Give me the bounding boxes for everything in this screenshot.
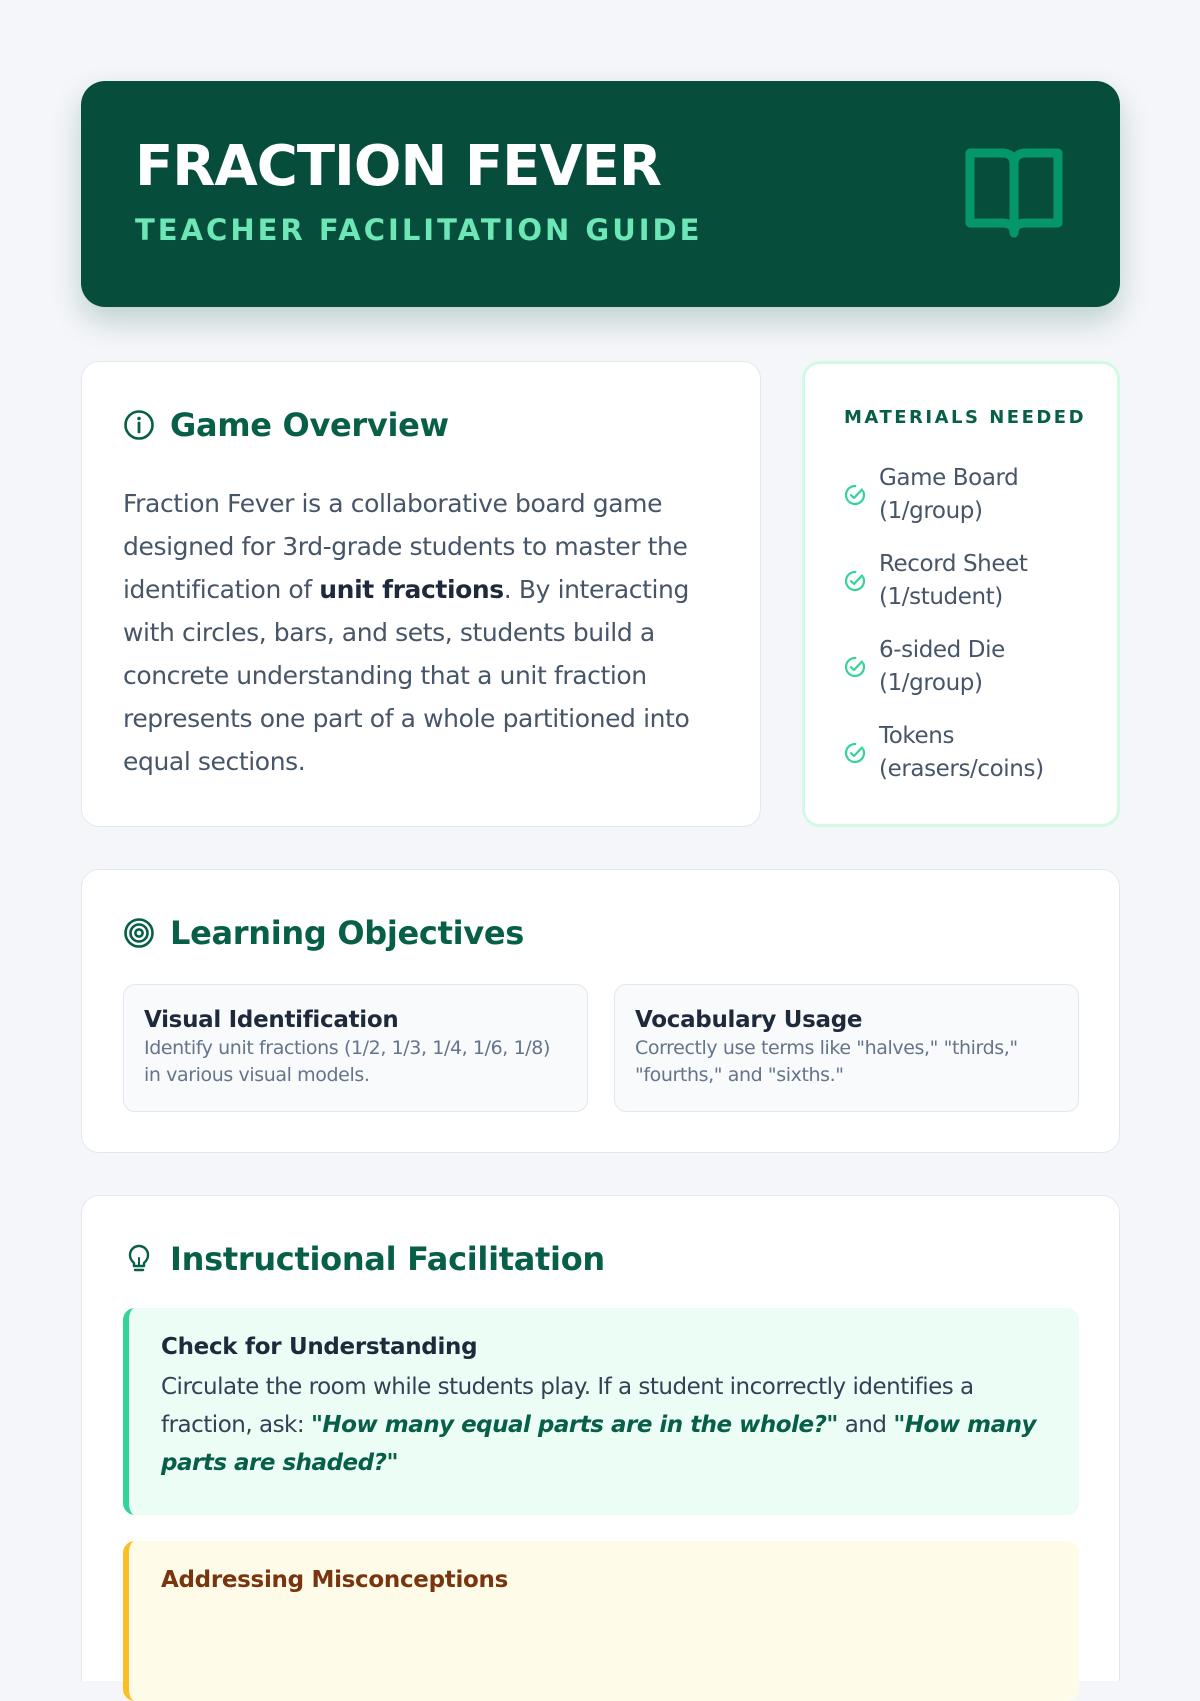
material-label: Record Sheet (1/student)	[879, 551, 1028, 610]
material-label: 6-sided Die (1/group)	[879, 637, 1005, 696]
objective-text: Identify unit fractions (1/2, 1/3, 1/4, 1/6, 1/8) in various visual models.	[144, 1037, 550, 1086]
material-label: Tokens (erasers/coins)	[879, 723, 1044, 782]
overview-heading	[123, 406, 449, 444]
list-item	[844, 718, 1094, 788]
lightbulb-icon	[123, 1243, 155, 1275]
callout-quote: "How many parts are shaded?"	[161, 1412, 1036, 1476]
overview-title: Game Overview	[170, 406, 449, 444]
open-book-icon	[962, 145, 1066, 241]
misconceptions-callout	[123, 1541, 1079, 1701]
list-item	[844, 632, 1094, 702]
instructional-facilitation-card	[81, 1195, 1120, 1681]
learning-objectives-card	[81, 869, 1120, 1153]
materials-list	[844, 460, 1094, 804]
game-overview-card	[81, 361, 761, 827]
callout-quote: "How many equal parts are in the whole?"	[310, 1412, 838, 1438]
objectives-grid	[123, 984, 1079, 1112]
callout-text	[161, 1368, 1049, 1482]
objective-title: Visual Identification	[144, 1007, 399, 1033]
objective-text: Correctly use terms like "halves," "thirds," "fourths," and "sixths."	[635, 1037, 1018, 1086]
check-circle-icon	[844, 570, 866, 592]
list-item	[844, 460, 1094, 530]
page-subtitle: TEACHER FACILITATION GUIDE	[135, 213, 703, 247]
check-for-understanding-callout	[123, 1308, 1079, 1515]
check-circle-icon	[844, 742, 866, 764]
facilitation-title: Instructional Facilitation	[170, 1240, 605, 1278]
material-label: Game Board (1/group)	[879, 465, 1019, 524]
guide-header	[81, 81, 1120, 307]
objective-item	[614, 984, 1079, 1112]
check-circle-icon	[844, 656, 866, 678]
callout-title: Addressing Misconceptions	[161, 1567, 508, 1593]
overview-text-end: . By interacting with circles, bars, and sets, students build a concrete understanding that a unit fraction represents one part of a whole partitioned into equal sections.	[123, 575, 690, 776]
page-title: FRACTION FEVER	[135, 134, 662, 199]
objective-item	[123, 984, 588, 1112]
callout-text-join: and	[837, 1412, 894, 1438]
callout-title: Check for Understanding	[161, 1334, 478, 1360]
overview-text-start: Fraction Fever is a collaborative board game designed for 3rd-grade students to master the identification of	[123, 489, 688, 604]
info-circle-icon	[123, 409, 155, 441]
objectives-heading	[123, 914, 524, 952]
materials-card	[802, 361, 1120, 827]
callout-text-start: Circulate the room while students play. If a student incorrectly identifies a fraction, ask:	[161, 1374, 974, 1438]
target-icon	[123, 917, 155, 949]
overview-text-emphasis: unit fractions	[319, 575, 504, 604]
guide-page	[81, 81, 1120, 1593]
objective-title: Vocabulary Usage	[635, 1007, 863, 1033]
objectives-title: Learning Objectives	[170, 914, 524, 952]
overview-description	[123, 482, 723, 783]
facilitation-heading	[123, 1240, 605, 1278]
list-item	[844, 546, 1094, 616]
materials-title: MATERIALS NEEDED	[844, 407, 1087, 428]
check-circle-icon	[844, 484, 866, 506]
